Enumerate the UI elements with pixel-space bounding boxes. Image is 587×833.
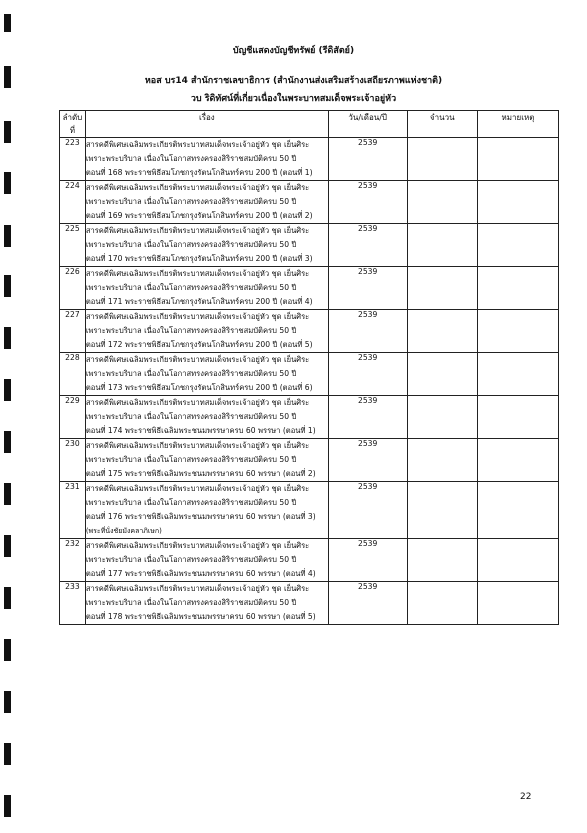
row-title xyxy=(85,439,328,482)
table-row xyxy=(60,439,559,482)
row-title-line: ตอนที่ 174 พระราชพิธีเฉลิมพระชนมพรรษาครบ 60 พรรษา (ตอนที่ 1) xyxy=(85,426,316,435)
binder-mark xyxy=(4,275,11,297)
row-date: 2539 xyxy=(328,353,407,396)
row-title-line: สารคดีพิเศษเฉลิมพระเกียรติพระบาทสมเด็จพระเจ้าอยู่หัว ชุด เย็นศิระ xyxy=(85,226,310,235)
row-title xyxy=(85,310,328,353)
row-date: 2539 xyxy=(328,310,407,353)
binder-mark xyxy=(4,121,11,143)
row-title-line: สารคดีพิเศษเฉลิมพระเกียรติพระบาทสมเด็จพระเจ้าอยู่หัว ชุด เย็นศิระ xyxy=(85,312,310,321)
document-subtitle: หอส บร14 สำนักราชเลขาธิการ (สำนักงานส่งเสริมสร้างเสถียรภาพแห่งชาติ) xyxy=(144,76,443,86)
binder-mark xyxy=(4,14,11,32)
row-quantity xyxy=(407,396,477,439)
row-title-line: ตอนที่ 176 พระราชพิธีเฉลิมพระชนมพรรษาครบ 60 พรรษา (ตอนที่ 3) xyxy=(85,512,316,521)
table-row xyxy=(60,539,559,582)
binder-mark xyxy=(4,535,11,557)
row-title-line: ตอนที่ 172 พระราชพิธีสมโภชกรุงรัตนโกสินทร์ครบ 200 ปี (ตอนที่ 5) xyxy=(85,340,313,349)
row-title-line: สารคดีพิเศษเฉลิมพระเกียรติพระบาทสมเด็จพระเจ้าอยู่หัว ชุด เย็นศิระ xyxy=(85,484,310,493)
row-title-line: สารคดีพิเศษเฉลิมพระเกียรติพระบาทสมเด็จพระเจ้าอยู่หัว ชุด เย็นศิระ xyxy=(85,441,310,450)
row-title-line: เพราะพระบริบาล เนื่องในโอกาสทรงครองสิริราชสมบัติครบ 50 ปี xyxy=(85,154,297,163)
row-title xyxy=(85,539,328,582)
header-number: ลำดับที่ xyxy=(60,111,86,138)
row-title-line: เพราะพระบริบาล เนื่องในโอกาสทรงครองสิริราชสมบัติครบ 50 ปี xyxy=(85,240,297,249)
row-date: 2539 xyxy=(328,224,407,267)
row-remarks xyxy=(477,439,558,482)
row-date: 2539 xyxy=(328,181,407,224)
row-quantity xyxy=(407,539,477,582)
document-title: บัญชีแสดงบัญชีทรัพย์ (รีดิสัตย์) xyxy=(232,46,355,56)
header-title: เรื่อง xyxy=(85,111,328,138)
row-remarks xyxy=(477,396,558,439)
binder-mark xyxy=(4,431,11,453)
row-remarks xyxy=(477,582,558,625)
row-remarks xyxy=(477,539,558,582)
row-number: 231 xyxy=(60,482,86,539)
row-title-line: ตอนที่ 175 พระราชพิธีเฉลิมพระชนมพรรษาครบ 60 พรรษา (ตอนที่ 2) xyxy=(85,469,316,478)
row-remarks xyxy=(477,482,558,539)
row-remarks xyxy=(477,267,558,310)
binder-mark xyxy=(4,172,11,194)
row-quantity xyxy=(407,310,477,353)
row-quantity xyxy=(407,582,477,625)
row-quantity xyxy=(407,439,477,482)
row-quantity xyxy=(407,138,477,181)
binder-mark xyxy=(4,587,11,609)
document-subheading: วบ ริดิทัศน์ที่เกี่ยวเนื่องในพระบาทสมเด็จพระเจ้าอยู่หัว xyxy=(190,94,397,104)
row-title-line: ตอนที่ 168 พระราชพิธีสมโภชกรุงรัตนโกสินทร์ครบ 200 ปี (ตอนที่ 1) xyxy=(85,168,313,177)
header-quantity: จำนวน xyxy=(407,111,477,138)
row-title-line: เพราะพระบริบาล เนื่องในโอกาสทรงครองสิริราชสมบัติครบ 50 ปี xyxy=(85,283,297,292)
row-remarks xyxy=(477,224,558,267)
row-remarks xyxy=(477,310,558,353)
row-title-line: (พระที่นั่งชัยมังคลาภิเษก) xyxy=(85,527,162,535)
table-row xyxy=(60,582,559,625)
row-date: 2539 xyxy=(328,439,407,482)
row-title-line: เพราะพระบริบาล เนื่องในโอกาสทรงครองสิริราชสมบัติครบ 50 ปี xyxy=(85,369,297,378)
binder-mark xyxy=(4,327,11,349)
row-number: 225 xyxy=(60,224,86,267)
row-number: 226 xyxy=(60,267,86,310)
row-title xyxy=(85,396,328,439)
row-title-line: สารคดีพิเศษเฉลิมพระเกียรติพระบาทสมเด็จพระเจ้าอยู่หัว ชุด เย็นศิระ xyxy=(85,269,310,278)
table-row xyxy=(60,181,559,224)
page-number: 22 xyxy=(520,792,532,802)
row-quantity xyxy=(407,224,477,267)
table-row xyxy=(60,353,559,396)
row-title xyxy=(85,267,328,310)
table-row xyxy=(60,396,559,439)
row-quantity xyxy=(407,482,477,539)
row-remarks xyxy=(477,353,558,396)
row-title xyxy=(85,224,328,267)
row-title-line: สารคดีพิเศษเฉลิมพระเกียรติพระบาทสมเด็จพระเจ้าอยู่หัว ชุด เย็นศิระ xyxy=(85,398,310,407)
row-title-line: สารคดีพิเศษเฉลิมพระเกียรติพระบาทสมเด็จพระเจ้าอยู่หัว ชุด เย็นศิระ xyxy=(85,355,310,364)
row-title-line: สารคดีพิเศษเฉลิมพระเกียรติพระบาทสมเด็จพระเจ้าอยู่หัว ชุด เย็นศิระ xyxy=(85,140,310,149)
header-remarks: หมายเหตุ xyxy=(477,111,558,138)
row-number: 228 xyxy=(60,353,86,396)
row-date: 2539 xyxy=(328,138,407,181)
row-title-line: ตอนที่ 169 พระราชพิธีสมโภชกรุงรัตนโกสินทร์ครบ 200 ปี (ตอนที่ 2) xyxy=(85,211,313,220)
row-title-line: เพราะพระบริบาล เนื่องในโอกาสทรงครองสิริราชสมบัติครบ 50 ปี xyxy=(85,326,297,335)
row-number: 232 xyxy=(60,539,86,582)
row-number: 230 xyxy=(60,439,86,482)
binder-mark xyxy=(4,639,11,661)
row-quantity xyxy=(407,353,477,396)
row-title-line: เพราะพระบริบาล เนื่องในโอกาสทรงครองสิริราชสมบัติครบ 50 ปี xyxy=(85,555,297,564)
row-title xyxy=(85,181,328,224)
row-title-line: ตอนที่ 171 พระราชพิธีสมโภชกรุงรัตนโกสินทร์ครบ 200 ปี (ตอนที่ 4) xyxy=(85,297,313,306)
row-title-line: เพราะพระบริบาล เนื่องในโอกาสทรงครองสิริราชสมบัติครบ 50 ปี xyxy=(85,197,297,206)
row-title xyxy=(85,482,328,539)
row-date: 2539 xyxy=(328,539,407,582)
row-title-line: เพราะพระบริบาล เนื่องในโอกาสทรงครองสิริราชสมบัติครบ 50 ปี xyxy=(85,598,297,607)
binder-mark xyxy=(4,225,11,247)
row-title-line: ตอนที่ 178 พระราชพิธีเฉลิมพระชนมพรรษาครบ 60 พรรษา (ตอนที่ 5) xyxy=(85,612,316,621)
row-number: 227 xyxy=(60,310,86,353)
binder-mark xyxy=(4,795,11,817)
row-title-line: สารคดีพิเศษเฉลิมพระเกียรติพระบาทสมเด็จพระเจ้าอยู่หัว ชุด เย็นศิระ xyxy=(85,541,310,550)
catalog-table xyxy=(59,110,559,625)
table-row xyxy=(60,224,559,267)
binder-mark xyxy=(4,379,11,401)
row-title-line: สารคดีพิเศษเฉลิมพระเกียรติพระบาทสมเด็จพระเจ้าอยู่หัว ชุด เย็นศิระ xyxy=(85,584,310,593)
row-title-line: ตอนที่ 170 พระราชพิธีสมโภชกรุงรัตนโกสินทร์ครบ 200 ปี (ตอนที่ 3) xyxy=(85,254,313,263)
row-title xyxy=(85,353,328,396)
table-row xyxy=(60,267,559,310)
binder-mark xyxy=(4,743,11,765)
row-quantity xyxy=(407,181,477,224)
row-title-line: เพราะพระบริบาล เนื่องในโอกาสทรงครองสิริราชสมบัติครบ 50 ปี xyxy=(85,455,297,464)
row-title-line: ตอนที่ 177 พระราชพิธีเฉลิมพระชนมพรรษาครบ 60 พรรษา (ตอนที่ 4) xyxy=(85,569,316,578)
table-row xyxy=(60,482,559,539)
row-remarks xyxy=(477,181,558,224)
row-quantity xyxy=(407,267,477,310)
row-number: 229 xyxy=(60,396,86,439)
row-date: 2539 xyxy=(328,396,407,439)
row-date: 2539 xyxy=(328,482,407,539)
row-date: 2539 xyxy=(328,267,407,310)
table-row xyxy=(60,138,559,181)
row-title-line: เพราะพระบริบาล เนื่องในโอกาสทรงครองสิริราชสมบัติครบ 50 ปี xyxy=(85,412,297,421)
row-remarks xyxy=(477,138,558,181)
row-number: 233 xyxy=(60,582,86,625)
table-header xyxy=(60,111,559,138)
row-title xyxy=(85,582,328,625)
binder-mark xyxy=(4,483,11,505)
table-row xyxy=(60,310,559,353)
row-number: 223 xyxy=(60,138,86,181)
header-date: วัน/เดือน/ปี xyxy=(328,111,407,138)
row-number: 224 xyxy=(60,181,86,224)
row-title xyxy=(85,138,328,181)
row-title-line: เพราะพระบริบาล เนื่องในโอกาสทรงครองสิริราชสมบัติครบ 50 ปี xyxy=(85,498,297,507)
row-date: 2539 xyxy=(328,582,407,625)
table-body xyxy=(60,138,559,625)
binder-mark xyxy=(4,691,11,713)
row-title-line: ตอนที่ 173 พระราชพิธีสมโภชกรุงรัตนโกสินทร์ครบ 200 ปี (ตอนที่ 6) xyxy=(85,383,313,392)
row-title-line: สารคดีพิเศษเฉลิมพระเกียรติพระบาทสมเด็จพระเจ้าอยู่หัว ชุด เย็นศิระ xyxy=(85,183,310,192)
